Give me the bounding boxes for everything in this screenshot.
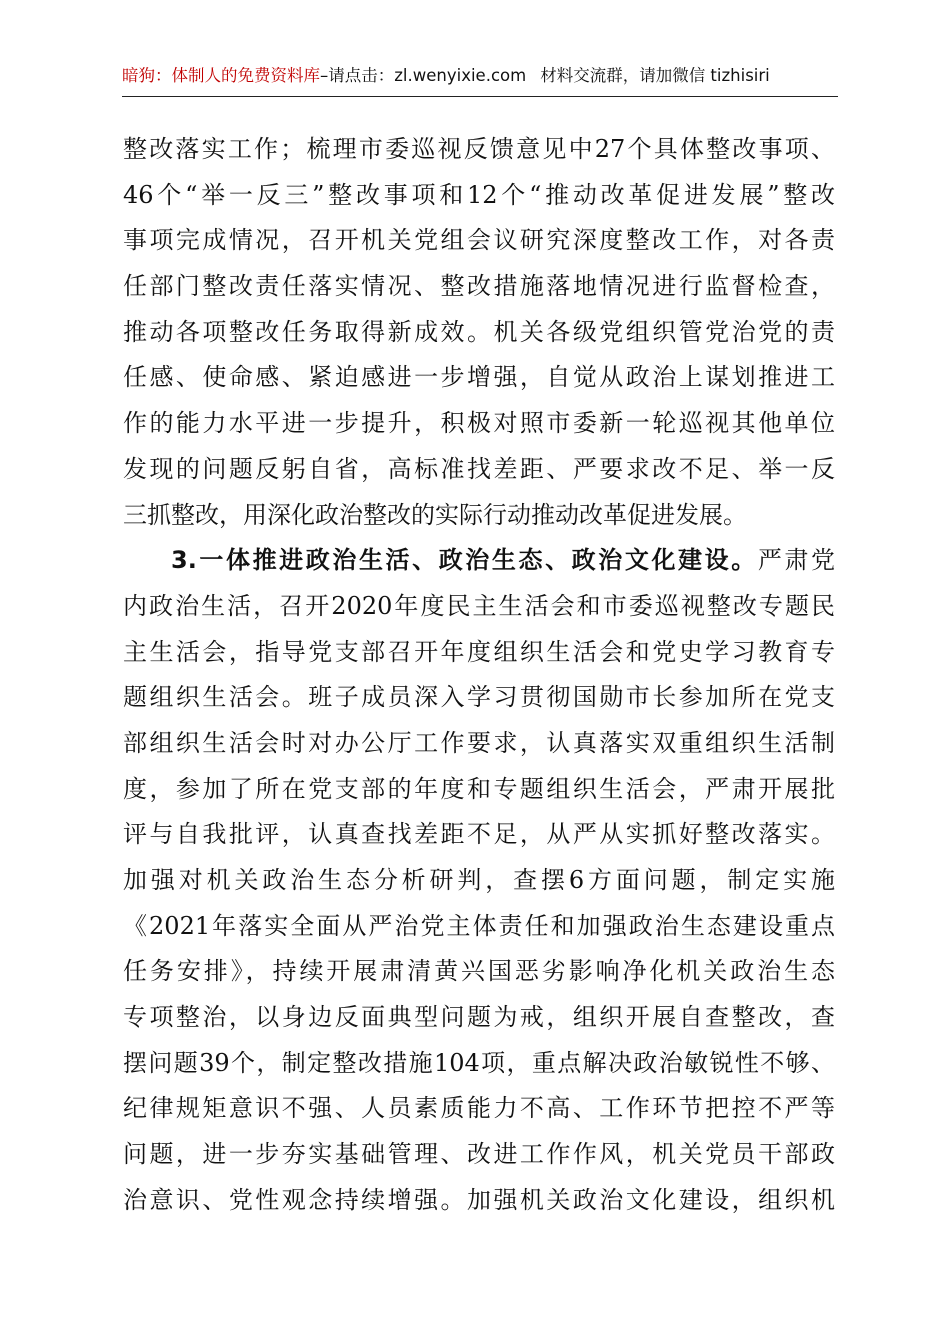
section-line-1: 内政治生活，召开2020年度民主生活会和市委巡视整改专题民 <box>123 591 835 620</box>
section-line-14: 治意识、党性观念持续增强。加强机关政治文化建设，组织机 <box>123 1185 835 1214</box>
section-line-13: 问题，进一步夯实基础管理、改进工作作风，机关党员干部政 <box>123 1140 835 1169</box>
body-line-5: 推动各项整改任务取得新成效。机关各级党组织管党治党的责 <box>123 317 835 346</box>
section-line-8: 《2021年落实全面从严治党主体责任和加强政治生态建设重点 <box>123 911 835 940</box>
section-line-11: 摆问题39个，制定整改措施104项，重点解决政治敏锐性不够、 <box>123 1048 835 1077</box>
header-contact: 材料交流群，请加微信 tizhisiri <box>540 66 770 85</box>
section-heading: 3.一体推进政治生活、政治生态、政治文化建设。 <box>171 546 758 575</box>
body-line-8: 发现的问题反躬自省，高标准找差距、严要求改不足、举一反 <box>123 454 835 483</box>
body-line-1: 整改落实工作；梳理市委巡视反馈意见中27个具体整改事项、 <box>123 135 835 163</box>
body-line-4: 任部门整改责任落实情况、整改措施落地情况进行监督检查， <box>123 272 835 301</box>
section-line-6: 评与自我批评，认真查找差距不足，从严从实抓好整改落实。 <box>123 820 835 849</box>
section-line-9: 任务安排》，持续开展肃清黄兴国恶劣影响净化机关政治生态 <box>123 957 835 986</box>
document-body <box>123 127 835 1224</box>
section-line-3: 题组织生活会。班子成员深入学习贯彻国勋市长参加所在党支 <box>123 683 835 712</box>
header-url-link[interactable]: zl.wenyixie.com <box>394 66 527 85</box>
body-line-6: 任感、使命感、紧迫感进一步增强，自觉从政治上谋划推进工 <box>123 363 835 392</box>
section-line-7: 加强对机关政治生态分析研判，查摆6方面问题，制定实施 <box>123 866 835 894</box>
section-heading-tail: 严肃党 <box>757 546 835 575</box>
section-line-4: 部组织生活会时对办公厅工作要求，认真落实双重组织生活制 <box>123 728 835 757</box>
section-heading-line <box>123 538 835 584</box>
header-site-label: 暗狗：体制人的免费资料库 <box>122 66 320 85</box>
section-line-12: 纪律规矩意识不强、人员素质能力不高、工作环节把控不严等 <box>123 1094 835 1123</box>
section-line-2: 主生活会，指导党支部召开年度组织生活会和党史学习教育专 <box>123 637 835 666</box>
body-line-3: 事项完成情况，召开机关党组会议研究深度整改工作，对各责 <box>123 226 835 255</box>
body-line-9: 三抓整改，用深化政治整改的实际行动推动改革促进发展。 <box>123 500 747 529</box>
header-click-label: –请点击： <box>320 66 395 85</box>
page-header <box>122 56 838 97</box>
body-line-7: 作的能力水平进一步提升，积极对照市委新一轮巡视其他单位 <box>123 409 835 438</box>
body-line-2: 46个“举一反三”整改事项和12个“推动改革促进发展”整改 <box>123 180 835 209</box>
section-line-5: 度，参加了所在党支部的年度和专题组织生活会，严肃开展批 <box>123 774 835 803</box>
section-line-10: 专项整治，以身边反面典型问题为戒，组织开展自查整改，查 <box>123 1003 835 1032</box>
